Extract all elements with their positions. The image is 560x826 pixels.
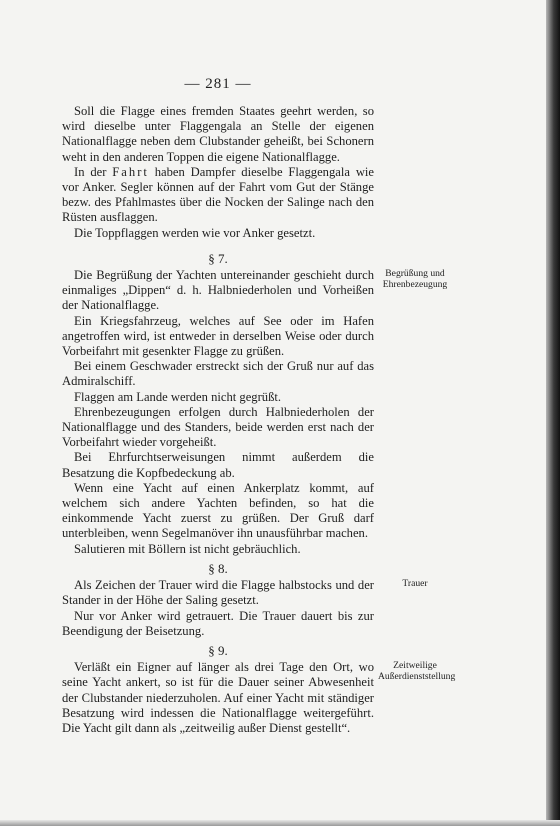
fahrt-spaced-word: Fahrt: [112, 164, 149, 179]
section-7-heading: § 7.: [208, 250, 228, 266]
fahrt-prefix: In der: [74, 164, 113, 179]
page-bottom-edge: [0, 820, 560, 826]
fahrt-suffix: haben Dampfer dieselbe Flaggengala wie vor Anker.: [62, 164, 374, 195]
section-7-paragraph: Salutieren mit Böllern ist nicht gebräuchlich.: [74, 541, 301, 556]
section-7-paragraph: Bei einem Geschwader erstreckt sich der Gruß nur auf das Admiralschiff.: [62, 359, 374, 389]
section-9-paragraph: Verläßt ein Eigner auf länger als drei Tage den Ort, wo seine Yacht ankert, so ist für die Dauer seiner Abwesenheit der Clubstander niederzuholen. Auf einer Yacht mit ständiger Besatzung wird indessen die Nationalflagge weitergeführt. Die Yacht gilt dann als „zeitweilig außer Dienst gestellt“.: [62, 660, 374, 735]
section-7-paragraph: Bei Ehrfurchtserweisungen nimmt außerdem die Besatzung die Kopfbedeckung ab.: [62, 450, 374, 480]
section-9-heading: § 9.: [208, 642, 228, 658]
section-8-paragraph: Als Zeichen der Trauer wird die Flagge halbstocks und der Stander in der Höhe der Saling gesetzt.: [62, 578, 374, 608]
section-7-paragraph: Flaggen am Lande werden nicht gegrüßt.: [74, 389, 282, 404]
page-number: — 281 —: [184, 76, 252, 92]
page-edge-shadow: [546, 0, 560, 826]
margin-note-greeting: Begrüßung und Ehrenbezeugung: [382, 268, 448, 290]
paragraph-fahrt: [62, 165, 374, 226]
paragraph-segler: Segler können auf der Fahrt vom Gut der Stänge bezw. des Pfahlmastes über die Nocken der Salinge nach den Rüsten ausflaggen.: [62, 180, 374, 225]
section-8-heading: § 8.: [208, 560, 228, 576]
margin-note-mourning: Trauer: [402, 578, 428, 590]
section-7-paragraph: Ein Kriegsfahrzeug, welches auf See oder im Hafen angetroffen wird, ist entweder in derselben Weise oder durch Vorbeifahrt mit gesenkter Flagge zu grüßen.: [62, 313, 374, 359]
body-text: [62, 104, 374, 736]
section-7-paragraph: Die Begrüßung der Yachten untereinander geschieht durch einmaliges „Dippen“ d. h. Halbniederholen und Vorheißen der Nationalflagge.: [62, 268, 374, 313]
paragraph-foreign-flag: Soll die Flagge eines fremden Staates geehrt werden, so wird dieselbe unter Flaggengala an Stelle der eigenen Nationalflagge neben dem Clubstander geheißt, bei Schonern weht in den anderen Toppen die eigene Nationalflagge.: [62, 104, 374, 164]
section-7-paragraph: Ehrenbezeugungen erfolgen durch Halbniederholen der Nationalflagge und des Standers, beide werden erst nach der Vorbeifahrt wieder vorgeheißt.: [62, 404, 374, 450]
paragraph-toppflaggen: Die Toppflaggen werden wie vor Anker gesetzt.: [74, 225, 316, 240]
margin-note-decommission: Zeitweilige Außerdienststellung: [378, 660, 456, 682]
section-7-paragraph: Wenn eine Yacht auf einen Ankerplatz kommt, auf welchem sich andere Yachten befinden, so hat die einkommende Yacht zuerst zu grüßen. Der Gruß darf unterbleiben, wenn Segelmanöver ihn unausführbar machen.: [62, 480, 374, 541]
section-8-paragraph: Nur vor Anker wird getrauert. Die Trauer dauert bis zur Beendigung der Beisetzung.: [62, 608, 374, 638]
